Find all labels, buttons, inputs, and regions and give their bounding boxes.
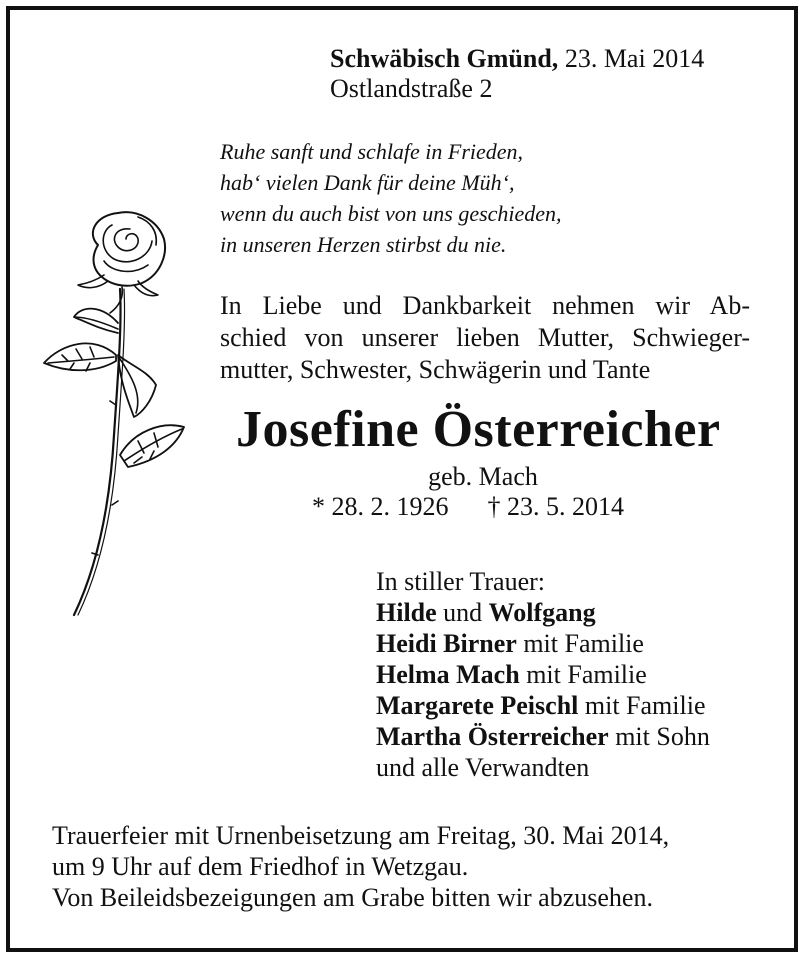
intro-text [220, 290, 750, 386]
birth-date: * 28. 2. 1926 [312, 492, 449, 521]
death-date: † 23. 5. 2014 [487, 492, 624, 521]
poem-line: Ruhe sanft und schlafe in Frieden, [220, 139, 524, 164]
mourner-name: Martha Österreicher [376, 722, 609, 751]
mourner-name: Wolfgang [488, 598, 596, 627]
poem-line: in unseren Herzen stirbst du nie. [220, 232, 507, 257]
poem-line: hab‘ vielen Dank für deine Müh‘, [220, 170, 515, 195]
life-dates [312, 492, 624, 522]
header-place: Schwäbisch Gmünd, [330, 44, 559, 73]
intro-line: In Liebe und Dankbarkeit nehmen wir Ab- [220, 291, 750, 320]
rose-illustration [38, 205, 188, 625]
mourner-relation: mit Familie [519, 660, 647, 689]
mourner-line [376, 721, 710, 752]
mourners-list [376, 566, 710, 783]
deceased-name: Josefine Österreicher [236, 401, 721, 458]
mourner-name: Hilde [376, 598, 437, 627]
mourner-line [376, 628, 710, 659]
mourner-name: Heidi Birner [376, 629, 517, 658]
mourner-line [376, 659, 710, 690]
mourner-line [376, 597, 710, 628]
mourner-relation: mit Familie [516, 629, 644, 658]
mourners-closing: und alle Verwandten [376, 753, 590, 782]
funeral-notice [52, 820, 752, 913]
mourner-relation: mit Sohn [608, 722, 710, 751]
footer-line: Trauerfeier mit Urnenbeisetzung am Freitag, 30. Mai 2014, [52, 821, 670, 850]
mourner-relation: und [436, 598, 489, 627]
mourner-relation: mit Familie [578, 691, 706, 720]
poem [220, 136, 562, 260]
poem-line: wenn du auch bist von uns geschieden, [220, 201, 562, 226]
footer-line: um 9 Uhr auf dem Friedhof in Wetzgau. [52, 852, 469, 881]
mourner-line [376, 690, 710, 721]
intro-line: schied von unserer lieben Mutter, Schwieger- [220, 323, 750, 352]
mourners-intro: In stiller Trauer: [376, 567, 545, 596]
mourner-name: Helma Mach [376, 660, 520, 689]
header-date: 23. Mai 2014 [564, 44, 705, 73]
header-street: Ostlandstraße 2 [330, 74, 493, 103]
mourner-name: Margarete Peischl [376, 691, 579, 720]
deceased-birth-name: geb. Mach [428, 462, 538, 491]
intro-line: mutter, Schwester, Schwägerin und Tante [220, 355, 651, 384]
footer-line: Von Beileidsbezeigungen am Grabe bitten wir abzusehen. [52, 883, 653, 912]
header-place-date [330, 44, 704, 74]
